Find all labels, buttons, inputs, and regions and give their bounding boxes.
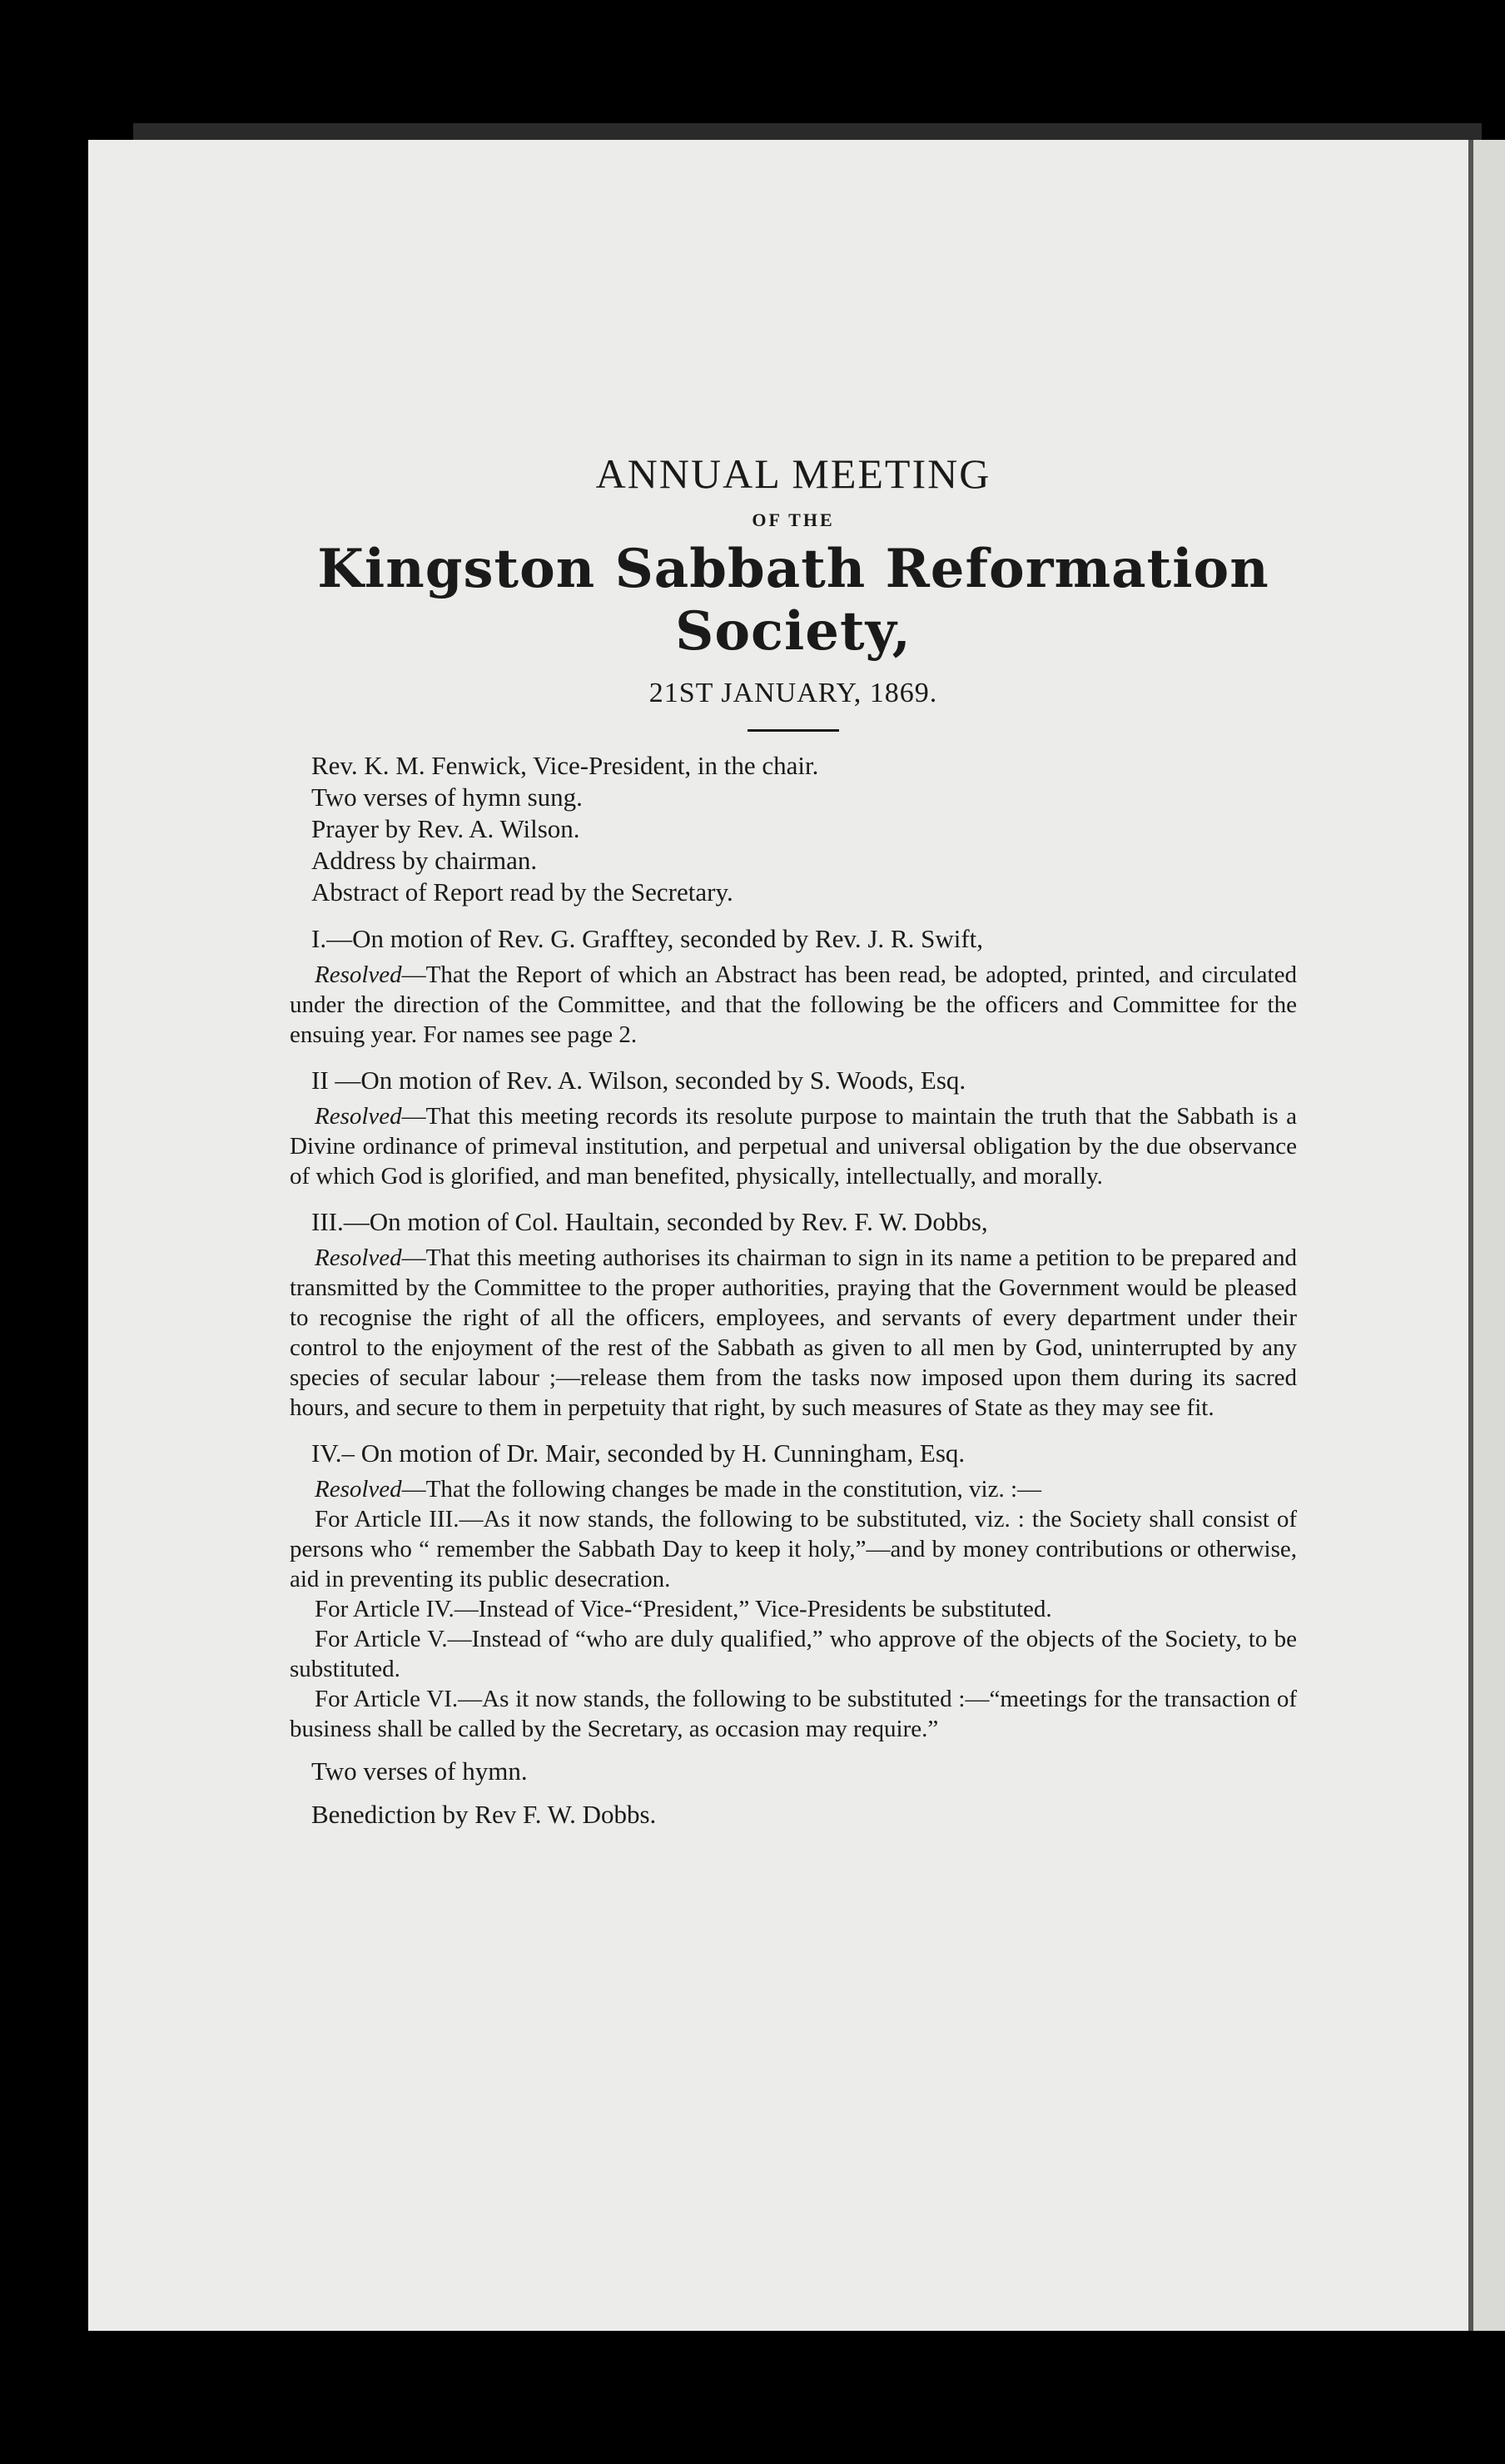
motion-heading: II —On motion of Rev. A. Wilson, seconded by S. Woods, Esq.	[311, 1066, 966, 1095]
resolved-label: Resolved	[315, 1244, 402, 1271]
motion-resolution	[290, 960, 1297, 1050]
adjacent-page-edge	[1473, 140, 1505, 2331]
closing-line: Two verses of hymn.	[311, 1756, 528, 1786]
resolved-label: Resolved	[315, 961, 402, 988]
closing-proceedings	[290, 1756, 1297, 1831]
resolved-label: Resolved	[315, 1476, 402, 1503]
motion-resolution	[290, 1243, 1297, 1423]
meeting-title: ANNUAL MEETING	[595, 450, 991, 497]
meeting-date: 21ST JANUARY, 1869.	[648, 678, 938, 708]
article-change: For Article VI.—As it now stands, the following to be substituted :—“meetings for the transaction of business shall be called by the Secretary, as occasion may require.”	[290, 1686, 1297, 1742]
resolution-text: —That this meeting authorises its chairman to sign in its name a petition to be prepared and transmitted by the Committee to the proper authorities, praying that the Government would be pleased to recognise the right of all the officers, employees, and servants of every department under their control to the enjoyment of the rest of the Sabbath as given to all men by God, uninterrupted by any species of secular labour ;—release them from the tasks now imposed upon them during its sacred hours, and secure to them in perpetuity that right, by such measures of State as they may see fit.	[290, 1244, 1297, 1421]
motion-heading: I.—On motion of Rev. G. Grafftey, seconded by Rev. J. R. Swift,	[311, 924, 984, 953]
motion-heading: III.—On motion of Col. Haultain, seconded by Rev. F. W. Dobbs,	[311, 1207, 988, 1236]
document-content	[290, 450, 1297, 1831]
motion-1	[290, 923, 1297, 1050]
closing-line: Benediction by Rev F. W. Dobbs.	[311, 1800, 657, 1829]
motion-resolution	[290, 1101, 1297, 1191]
opening-line: Prayer by Rev. A. Wilson.	[311, 814, 580, 843]
motion-4	[290, 1438, 1297, 1744]
resolution-text: —That the following changes be made in the constitution, viz. :—	[401, 1476, 1042, 1503]
article-change: For Article III.—As it now stands, the following to be substituted, viz. : the Society shall consist of persons who “ remember the Sabbath Day to keep it holy,”—and by money contributions or otherwise, aid in preventing its public desecration.	[290, 1506, 1297, 1592]
motion-3	[290, 1206, 1297, 1423]
resolved-label: Resolved	[315, 1103, 402, 1130]
motion-2	[290, 1065, 1297, 1191]
article-change: For Article V.—Instead of “who are duly qualified,” who approve of the objects of the Society, to be substituted.	[290, 1626, 1297, 1682]
resolution-text: —That the Report of which an Abstract has been read, be adopted, printed, and circulated under the direction of the Committee, and that the following be the officers and Committee for the ensuing year. For names see page 2.	[290, 961, 1297, 1048]
opening-line: Abstract of Report read by the Secretary.	[311, 877, 733, 907]
article-change: For Article IV.—Instead of Vice-“President,” Vice-Presidents be substituted.	[315, 1596, 1052, 1622]
opening-line: Address by chairman.	[311, 846, 538, 875]
title-rule	[748, 729, 839, 732]
society-name: Kingston Sabbath Reformation Society,	[317, 538, 1269, 663]
of-the-subtitle: OF THE	[752, 509, 835, 530]
opening-line: Rev. K. M. Fenwick, Vice-President, in the chair.	[311, 751, 819, 780]
resolution-text: —That this meeting records its resolute purpose to maintain the truth that the Sabbath is a Divine ordinance of primeval institution, and perpetual and universal obligation by the due observance of which God is glorified, and man benefited, physically, intellectually, and morally.	[290, 1103, 1297, 1190]
opening-proceedings	[290, 750, 1297, 908]
motion-heading: IV.– On motion of Dr. Mair, seconded by H. Cunningham, Esq.	[311, 1438, 966, 1468]
motion-resolution	[290, 1474, 1297, 1504]
opening-line: Two verses of hymn sung.	[311, 782, 583, 812]
